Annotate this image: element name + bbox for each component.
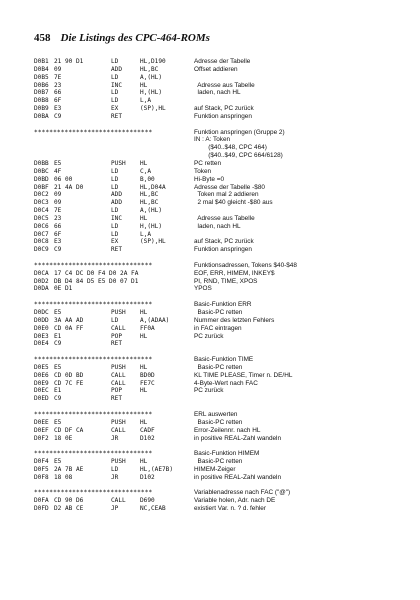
operand: HL,(AE7B) bbox=[140, 465, 174, 473]
mnemonic: ADD bbox=[111, 65, 123, 73]
listing-line bbox=[34, 66, 394, 74]
hex-bytes: 66 bbox=[54, 89, 62, 97]
listing-line bbox=[34, 435, 394, 443]
hex-bytes: CD 0A FF bbox=[54, 324, 84, 332]
mnemonic: POP bbox=[111, 387, 123, 395]
hex-bytes: 6F bbox=[54, 230, 62, 238]
listing-line bbox=[34, 372, 394, 380]
comment: auf Stack, PC zurück bbox=[194, 238, 254, 246]
address: D0C7 bbox=[34, 230, 49, 238]
address: D0DC bbox=[34, 309, 49, 316]
mnemonic: RET bbox=[111, 112, 123, 120]
mnemonic: RET bbox=[111, 246, 123, 254]
section-title: Basic-Funktion HIMEM bbox=[194, 450, 260, 458]
address: D0C2 bbox=[34, 191, 49, 199]
operand: HL,D190 bbox=[140, 58, 166, 65]
comment: Funktion anspringen bbox=[194, 112, 252, 120]
hex-bytes: CD 7C FE bbox=[54, 379, 84, 387]
comment: PC retten bbox=[194, 159, 221, 167]
operand: A,(HL) bbox=[140, 207, 163, 215]
listing-line bbox=[34, 246, 394, 254]
listing-line bbox=[34, 497, 394, 505]
hex-bytes: E5 bbox=[54, 309, 62, 316]
operand: NC,CEAB bbox=[140, 505, 166, 513]
blank-line bbox=[34, 254, 394, 262]
comment: EOF, ERR, HIMEM, INKEY$ bbox=[194, 269, 275, 277]
mnemonic: LD bbox=[111, 89, 119, 97]
address: D0C6 bbox=[34, 222, 49, 230]
address: D0D2 bbox=[34, 277, 49, 285]
hex-bytes: E5 bbox=[54, 159, 62, 167]
operand: B,00 bbox=[140, 175, 155, 183]
hex-bytes: CD 0D BD bbox=[54, 371, 84, 379]
separator-stars: ******************************* bbox=[34, 128, 153, 136]
section-separator bbox=[34, 301, 394, 309]
address: D0B5 bbox=[34, 73, 49, 81]
separator-stars: ******************************* bbox=[34, 301, 153, 309]
address: D0E5 bbox=[34, 363, 49, 371]
hex-bytes: C9 bbox=[54, 112, 62, 120]
address: D0C4 bbox=[34, 207, 49, 215]
listing-line bbox=[34, 82, 394, 90]
address: D0C5 bbox=[34, 214, 49, 222]
operand: H,(HL) bbox=[140, 89, 163, 97]
operand: D102 bbox=[140, 473, 155, 481]
operand: (SP),HL bbox=[140, 238, 166, 246]
comment: Token bbox=[194, 167, 212, 175]
comment: Basic-PC retten bbox=[194, 418, 243, 426]
hex-bytes: 3A AA AD bbox=[54, 316, 84, 324]
listing-line bbox=[34, 184, 394, 192]
mnemonic: LD bbox=[111, 230, 119, 238]
listing-line bbox=[34, 168, 394, 176]
operand: A,(ADAA) bbox=[140, 316, 170, 324]
operand: HL bbox=[140, 214, 148, 222]
section-separator bbox=[34, 262, 394, 270]
comment: KL TIME PLEASE, Timer n. DE/HL bbox=[194, 371, 293, 379]
hex-bytes: CD DF CA bbox=[54, 426, 84, 434]
operand: C,A bbox=[140, 167, 152, 175]
mnemonic: LD bbox=[111, 207, 119, 215]
comment: YPOS bbox=[194, 285, 212, 293]
hex-bytes: 4F bbox=[54, 167, 62, 175]
mnemonic: POP bbox=[111, 332, 123, 340]
comment: in positive REAL-Zahl wandeln bbox=[194, 473, 282, 481]
section-separator bbox=[34, 356, 394, 364]
blank-line bbox=[34, 403, 394, 411]
comment: Basic-PC retten bbox=[194, 363, 243, 371]
listing-line bbox=[34, 309, 394, 317]
separator-stars: ******************************* bbox=[34, 450, 153, 458]
comment: laden, nach HL bbox=[194, 89, 241, 97]
mnemonic: LD bbox=[111, 97, 119, 105]
listing-line bbox=[34, 458, 394, 466]
mnemonic: JR bbox=[111, 434, 119, 442]
address: D0EC bbox=[34, 387, 49, 395]
mnemonic: ADD bbox=[111, 191, 123, 199]
comment: Adresse aus Tabelle bbox=[194, 214, 255, 222]
listing-line bbox=[34, 285, 394, 293]
comment: existiert Var. n. ? d. fehler bbox=[194, 505, 266, 513]
hex-bytes: 18 0E bbox=[54, 434, 73, 442]
listing-line bbox=[34, 419, 394, 427]
section-title: Basic-Funktion TIME bbox=[194, 356, 254, 364]
section-title: Funktionsadressen, Tokens $40-$48 bbox=[194, 261, 297, 269]
comment: laden, nach HL bbox=[194, 222, 241, 230]
separator-stars: ******************************* bbox=[34, 410, 153, 418]
comment: Adresse der Tabelle -$80 bbox=[194, 183, 265, 191]
operand: HL bbox=[140, 363, 148, 371]
address: D0B9 bbox=[34, 105, 49, 113]
hex-bytes: E5 bbox=[54, 458, 62, 466]
comment: 4-Byte-Wert nach FAC bbox=[194, 379, 258, 387]
operand: A,(HL) bbox=[140, 73, 163, 81]
hex-bytes: E5 bbox=[54, 363, 62, 371]
hex-bytes: 09 bbox=[54, 191, 62, 199]
comment: auf Stack, PC zurück bbox=[194, 105, 254, 113]
listing-line bbox=[34, 238, 394, 246]
comment: Token mal 2 addieren bbox=[194, 191, 259, 199]
mnemonic: LD bbox=[111, 73, 119, 81]
mnemonic: CALL bbox=[111, 426, 126, 434]
operand: HL,D04A bbox=[140, 183, 166, 191]
listing-line bbox=[34, 364, 394, 372]
hex-bytes: 66 bbox=[54, 222, 62, 230]
mnemonic: LD bbox=[111, 183, 119, 191]
hex-bytes: 23 bbox=[54, 214, 62, 222]
section-separator bbox=[34, 450, 394, 458]
blank-line bbox=[34, 482, 394, 490]
address: D0C3 bbox=[34, 199, 49, 207]
comment: Offset addieren bbox=[194, 65, 238, 73]
section-separator bbox=[34, 489, 394, 497]
hex-bytes: 09 bbox=[54, 65, 62, 73]
listing-line bbox=[34, 223, 394, 231]
address: D0F2 bbox=[34, 434, 49, 442]
blank-line bbox=[34, 348, 394, 356]
mnemonic: PUSH bbox=[111, 418, 126, 426]
comment: Basic-PC retten bbox=[194, 458, 243, 466]
address: D0DA bbox=[34, 285, 49, 293]
operand: BD0D bbox=[140, 371, 155, 379]
address: D0FD bbox=[34, 505, 49, 513]
address: D0E0 bbox=[34, 324, 49, 332]
hex-bytes: C9 bbox=[54, 246, 62, 254]
comment: Basic-PC retten bbox=[194, 309, 243, 316]
hex-bytes: 6F bbox=[54, 97, 62, 105]
comment: Adresse der Tabelle bbox=[194, 58, 251, 65]
address: D0CA bbox=[34, 269, 49, 277]
listing-line bbox=[34, 231, 394, 239]
mnemonic: RET bbox=[111, 395, 123, 403]
listing-line bbox=[34, 427, 394, 435]
comment: Variable holen, Adr. nach DE bbox=[194, 497, 276, 505]
mnemonic: JP bbox=[111, 505, 119, 513]
mnemonic: CALL bbox=[111, 371, 126, 379]
separator-stars: ******************************* bbox=[34, 261, 153, 269]
mnemonic: CALL bbox=[111, 324, 126, 332]
address: D0DD bbox=[34, 316, 49, 324]
address: D0F4 bbox=[34, 458, 49, 466]
page-number: 458 bbox=[34, 32, 51, 44]
separator-stars: ******************************* bbox=[34, 356, 153, 364]
comment: Error-Zeilennr. nach HL bbox=[194, 426, 261, 434]
comment: Hi-Byte =0 bbox=[194, 175, 225, 183]
hex-bytes: DB D4 84 D5 E5 D0 07 D1 bbox=[54, 277, 139, 285]
listing-line bbox=[34, 505, 394, 513]
page-title: Die Listings des CPC-464-ROMs bbox=[60, 32, 210, 44]
comment: in FAC eintragen bbox=[194, 324, 242, 332]
comment: IN : A: Token bbox=[194, 136, 231, 144]
listing-line bbox=[34, 89, 394, 97]
comment: in positive REAL-Zahl wandeln bbox=[194, 434, 282, 442]
operand: HL bbox=[140, 309, 148, 316]
address: D0EF bbox=[34, 426, 49, 434]
address: D0C8 bbox=[34, 238, 49, 246]
section-title: ERL auswerten bbox=[194, 410, 238, 418]
comment: Nummer des letzten Fehlers bbox=[194, 316, 275, 324]
hex-bytes: 0E D1 bbox=[54, 285, 73, 293]
blank-line bbox=[34, 121, 394, 129]
operand: FE7C bbox=[140, 379, 155, 387]
hex-bytes: CD 90 D6 bbox=[54, 497, 84, 505]
hex-bytes: 2A 7B AE bbox=[54, 465, 84, 473]
listing-line bbox=[34, 207, 394, 215]
address: D0E4 bbox=[34, 340, 49, 348]
mnemonic: PUSH bbox=[111, 363, 126, 371]
mnemonic: EX bbox=[111, 105, 119, 113]
listing-line bbox=[34, 199, 394, 207]
address: D0F5 bbox=[34, 465, 49, 473]
section-separator bbox=[34, 411, 394, 419]
listing-line bbox=[34, 317, 394, 325]
comment: PC zurück bbox=[194, 387, 224, 395]
comment: ($40..$49, CPC 664/6128) bbox=[194, 152, 283, 160]
mnemonic: CALL bbox=[111, 379, 126, 387]
comment: Funktion anspringen bbox=[194, 246, 252, 254]
address: D0B8 bbox=[34, 97, 49, 105]
address: D0E3 bbox=[34, 332, 49, 340]
address: D0F8 bbox=[34, 473, 49, 481]
operand: H,(HL) bbox=[140, 222, 163, 230]
blank-line bbox=[34, 293, 394, 301]
address: D0ED bbox=[34, 395, 49, 403]
address: D0BA bbox=[34, 112, 49, 120]
assembly-listing bbox=[34, 58, 394, 513]
address: D0E6 bbox=[34, 371, 49, 379]
listing-line bbox=[34, 215, 394, 223]
hex-bytes: 21 4A D0 bbox=[54, 183, 84, 191]
address: D0BD bbox=[34, 175, 49, 183]
hex-bytes: 7E bbox=[54, 207, 62, 215]
mnemonic: JR bbox=[111, 473, 119, 481]
mnemonic: LD bbox=[111, 465, 119, 473]
operand: HL bbox=[140, 332, 148, 340]
section-title: Funktion anspringen (Gruppe 2) bbox=[194, 128, 285, 136]
listing-line bbox=[34, 474, 394, 482]
section-separator bbox=[34, 129, 394, 137]
listing-line bbox=[34, 58, 394, 66]
operand: HL bbox=[140, 458, 148, 466]
mnemonic: CALL bbox=[111, 497, 126, 505]
address: D0B4 bbox=[34, 65, 49, 73]
listing-line bbox=[34, 333, 394, 341]
hex-bytes: C9 bbox=[54, 340, 62, 348]
section-title: Variablenadresse nach FAC ("@") bbox=[194, 489, 291, 497]
listing-line bbox=[34, 105, 394, 113]
hex-bytes: E1 bbox=[54, 387, 62, 395]
listing-line bbox=[34, 466, 394, 474]
listing-line bbox=[34, 152, 394, 160]
mnemonic: PUSH bbox=[111, 159, 126, 167]
listing-line bbox=[34, 113, 394, 121]
hex-bytes: 09 bbox=[54, 199, 62, 207]
mnemonic: ADD bbox=[111, 199, 123, 207]
mnemonic: LD bbox=[111, 222, 119, 230]
operand: HL bbox=[140, 159, 148, 167]
hex-bytes: 06 00 bbox=[54, 175, 73, 183]
operand: L,A bbox=[140, 230, 152, 238]
address: D0B1 bbox=[34, 58, 49, 65]
hex-bytes: C9 bbox=[54, 395, 62, 403]
operand: (SP),HL bbox=[140, 105, 166, 113]
mnemonic: PUSH bbox=[111, 458, 126, 466]
listing-line bbox=[34, 97, 394, 105]
address: D0C9 bbox=[34, 246, 49, 254]
operand: D102 bbox=[140, 434, 155, 442]
mnemonic: LD bbox=[111, 316, 119, 324]
operand: HL,BC bbox=[140, 65, 159, 73]
hex-bytes: 23 bbox=[54, 81, 62, 89]
comment: PC zurück bbox=[194, 332, 224, 340]
operand: L,A bbox=[140, 97, 152, 105]
mnemonic: INC bbox=[111, 214, 123, 222]
separator-stars: ******************************* bbox=[34, 489, 153, 497]
comment: ($40..$48, CPC 464) bbox=[194, 144, 267, 152]
hex-bytes: E3 bbox=[54, 238, 62, 246]
listing-line bbox=[34, 387, 394, 395]
address: D0BB bbox=[34, 159, 49, 167]
listing-line bbox=[34, 325, 394, 333]
mnemonic: EX bbox=[111, 238, 119, 246]
listing-line bbox=[34, 176, 394, 184]
listing-line bbox=[34, 380, 394, 388]
mnemonic: LD bbox=[111, 58, 119, 65]
address: D0B7 bbox=[34, 89, 49, 97]
comment: HIMEM-Zeiger bbox=[194, 465, 236, 473]
mnemonic: LD bbox=[111, 167, 119, 175]
mnemonic: RET bbox=[111, 340, 123, 348]
mnemonic: PUSH bbox=[111, 309, 126, 316]
address: D0BC bbox=[34, 167, 49, 175]
listing-line bbox=[34, 395, 394, 403]
operand: HL bbox=[140, 387, 148, 395]
listing-line bbox=[34, 160, 394, 168]
listing-line bbox=[34, 74, 394, 82]
listing-line bbox=[34, 136, 394, 144]
address: D0B6 bbox=[34, 81, 49, 89]
hex-bytes: E1 bbox=[54, 332, 62, 340]
page-header bbox=[34, 28, 394, 42]
section-title: Basic-Funktion ERR bbox=[194, 301, 252, 309]
listing-line bbox=[34, 270, 394, 278]
operand: D690 bbox=[140, 497, 155, 505]
mnemonic: INC bbox=[111, 81, 123, 89]
comment: 2 mal $40 gleicht -$80 aus bbox=[194, 199, 273, 207]
listing-line bbox=[34, 340, 394, 348]
hex-bytes: E5 bbox=[54, 418, 62, 426]
address: D0EE bbox=[34, 418, 49, 426]
operand: FF0A bbox=[140, 324, 155, 332]
hex-bytes: D2 AB CE bbox=[54, 505, 84, 513]
hex-bytes: 7E bbox=[54, 73, 62, 81]
mnemonic: LD bbox=[111, 175, 119, 183]
operand: HL,BC bbox=[140, 191, 159, 199]
comment: PI, RND, TIME, XPOS bbox=[194, 277, 258, 285]
listing-line bbox=[34, 144, 394, 152]
hex-bytes: 21 90 D1 bbox=[54, 58, 84, 65]
address: D0FA bbox=[34, 497, 49, 505]
comment: Adresse aus Tabelle bbox=[194, 81, 255, 89]
address: D0E9 bbox=[34, 379, 49, 387]
listing-line bbox=[34, 278, 394, 286]
hex-bytes: 18 08 bbox=[54, 473, 73, 481]
hex-bytes: 17 C4 DC D0 F4 D0 2A FA bbox=[54, 269, 139, 277]
operand: CADF bbox=[140, 426, 155, 434]
operand: HL,BC bbox=[140, 199, 159, 207]
blank-line bbox=[34, 442, 394, 450]
address: D0BF bbox=[34, 183, 49, 191]
hex-bytes: E3 bbox=[54, 105, 62, 113]
operand: HL bbox=[140, 81, 148, 89]
operand: HL bbox=[140, 418, 148, 426]
listing-line bbox=[34, 191, 394, 199]
